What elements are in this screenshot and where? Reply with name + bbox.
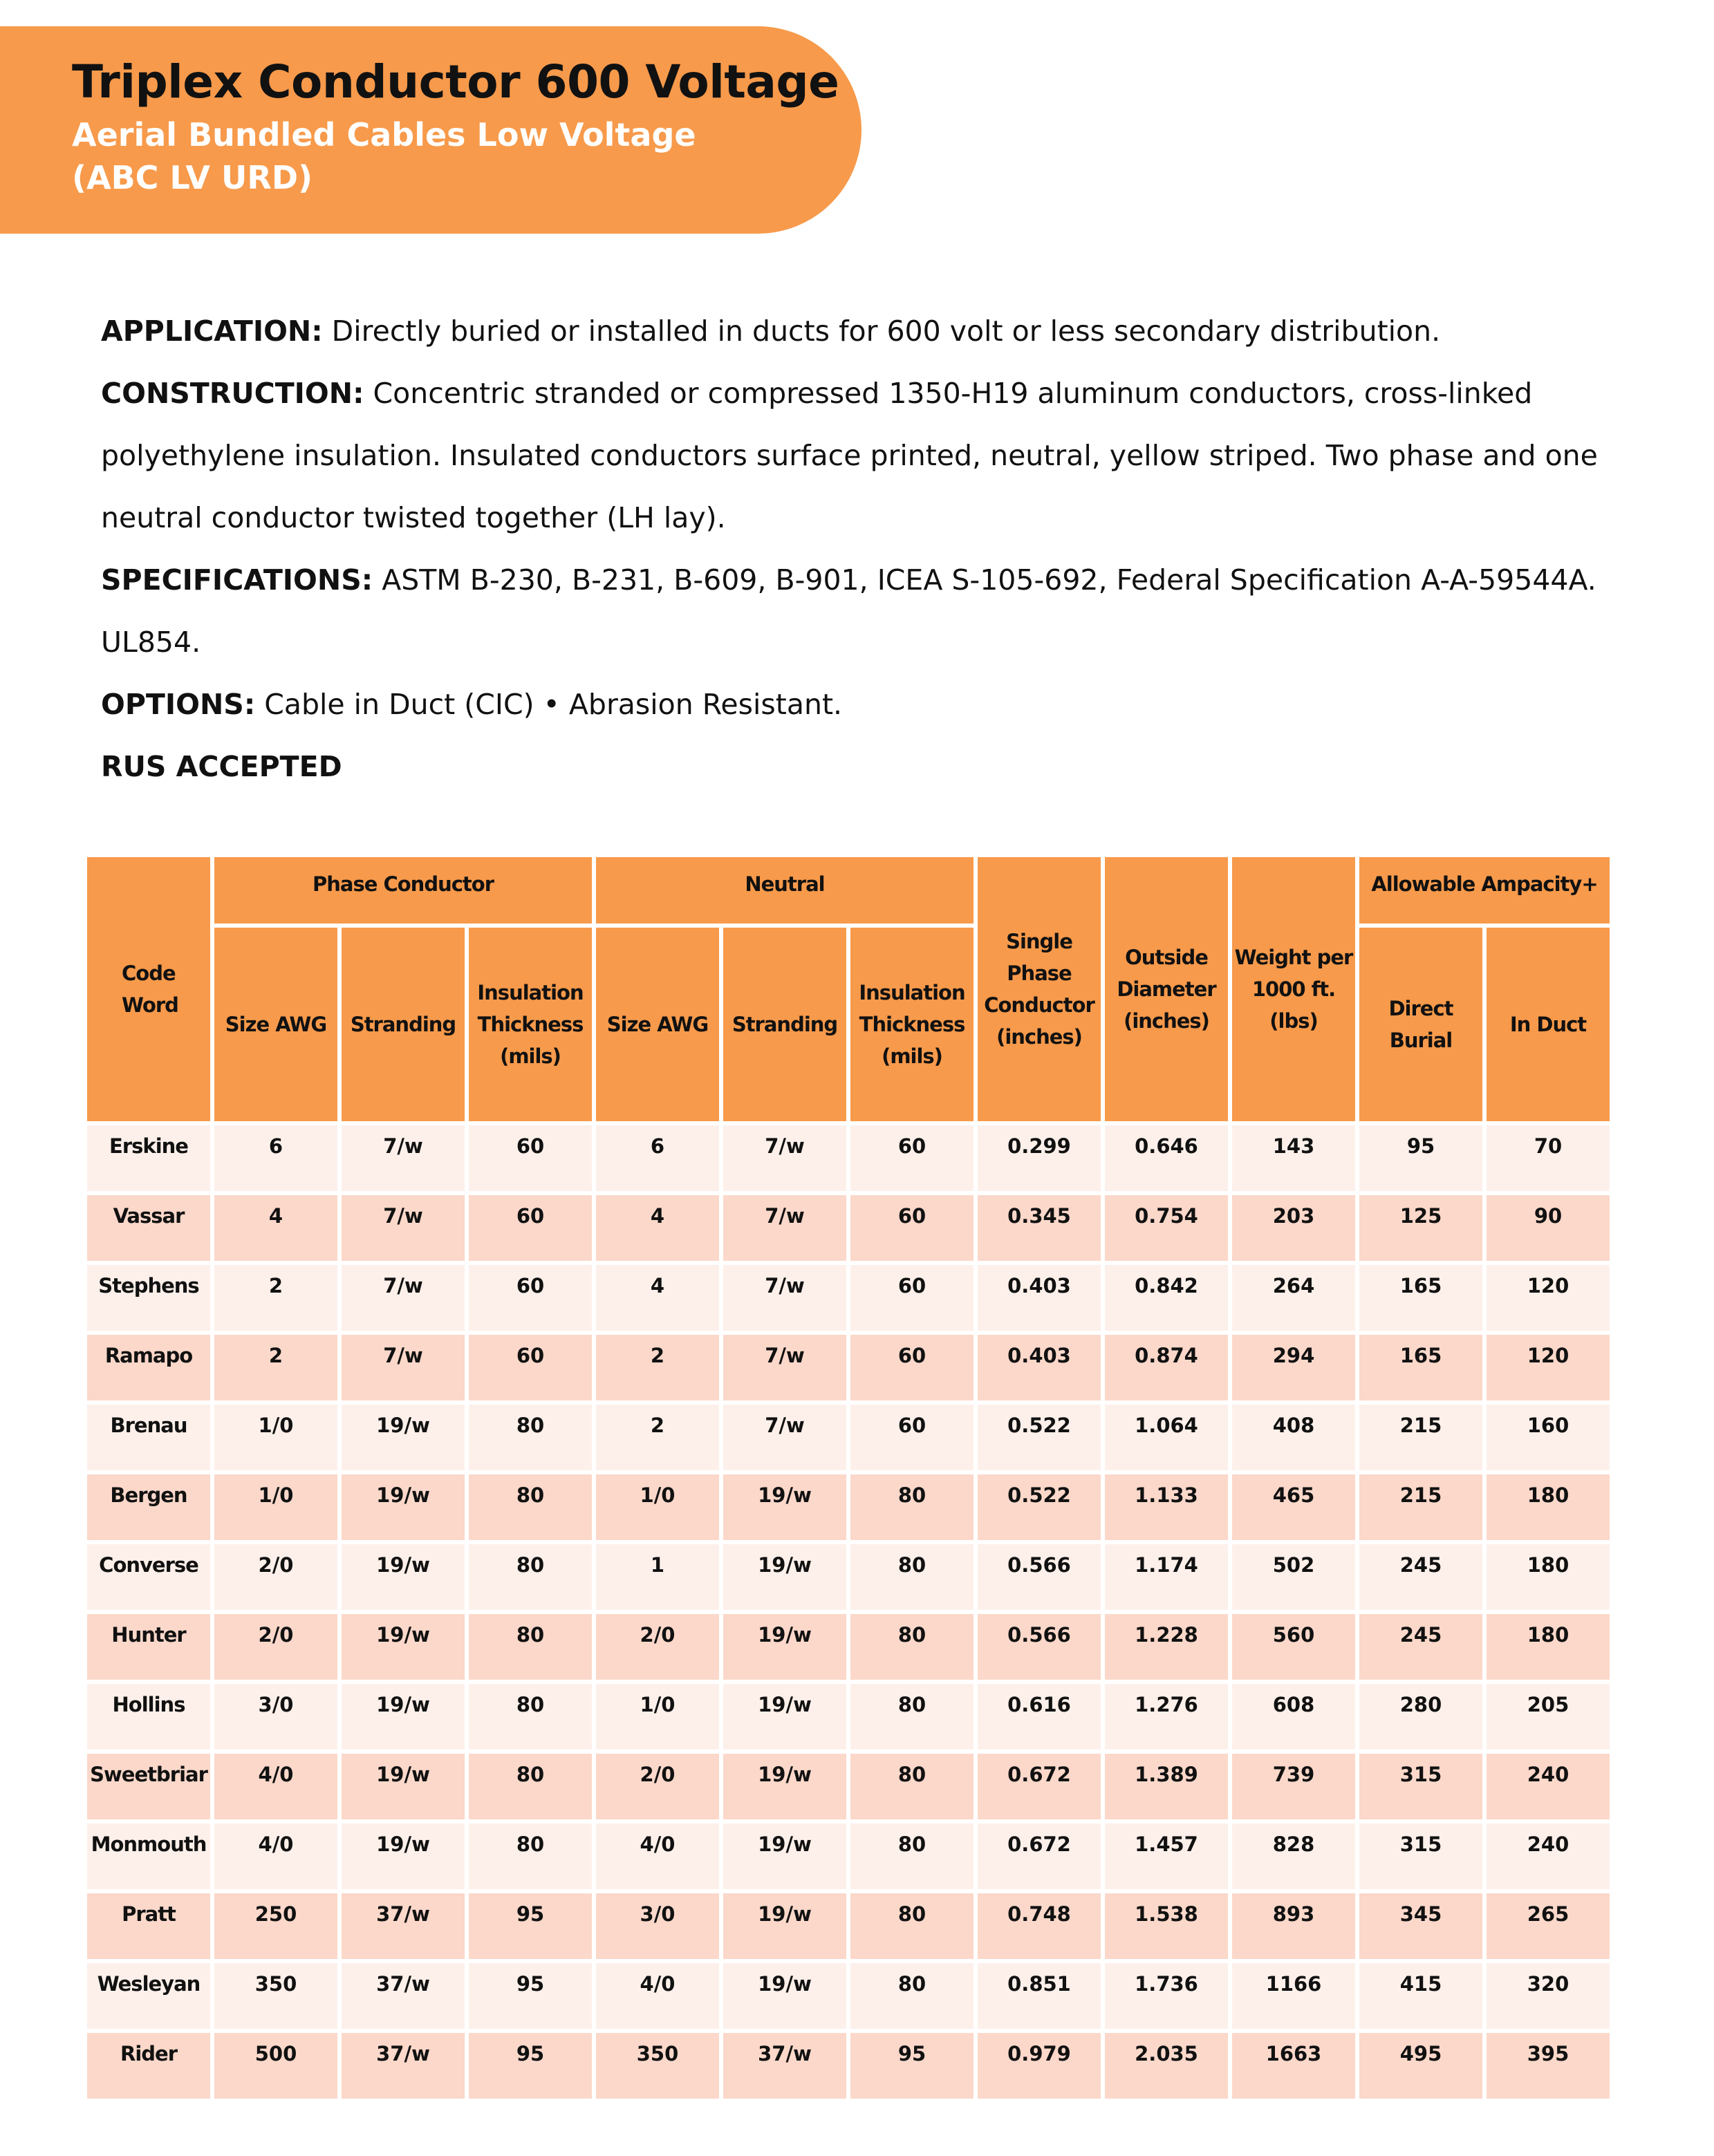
table-cell: 120 (1487, 1335, 1610, 1400)
table-cell: 7/w (342, 1335, 465, 1400)
table-cell: 60 (850, 1125, 974, 1191)
table-cell: 19/w (723, 1614, 846, 1680)
table-cell: 4/0 (214, 1754, 337, 1819)
table-cell: 7/w (342, 1195, 465, 1261)
table-cell: 80 (469, 1754, 592, 1819)
table-cell: 2/0 (596, 1754, 719, 1819)
page-subtitle-abbreviation: (ABC LV URD) (72, 159, 313, 196)
header-phase-insulation: Insulation Thickness (mils) (469, 928, 592, 1121)
table-cell: 1.133 (1105, 1474, 1228, 1540)
table-cell: 215 (1359, 1405, 1482, 1470)
table-cell: 37/w (723, 2033, 846, 2099)
code-word-cell: Stephens (87, 1265, 210, 1331)
table-cell: 1.064 (1105, 1405, 1228, 1470)
table-cell: 180 (1487, 1614, 1610, 1680)
table-cell: 80 (469, 1824, 592, 1889)
header-in-duct: In Duct (1487, 928, 1610, 1121)
spec-table (83, 853, 1614, 2103)
table-cell: 893 (1232, 1893, 1355, 1959)
table-row (87, 1544, 1610, 1610)
table-row (87, 1195, 1610, 1261)
table-cell: 80 (469, 1474, 592, 1540)
table-cell: 19/w (342, 1405, 465, 1470)
table-cell: 2.035 (1105, 2033, 1228, 2099)
code-word-cell: Monmouth (87, 1824, 210, 1889)
options-text: Cable in Duct (CIC) • Abrasion Resistant. (255, 688, 843, 721)
table-cell: 0.616 (978, 1684, 1101, 1750)
table-cell: 6 (596, 1125, 719, 1191)
table-cell: 1.457 (1105, 1824, 1228, 1889)
table-cell: 0.754 (1105, 1195, 1228, 1261)
header-neutral-stranding: Stranding (723, 928, 846, 1121)
table-cell: 19/w (723, 1893, 846, 1959)
table-cell: 60 (850, 1335, 974, 1400)
table-cell: 37/w (342, 1893, 465, 1959)
table-cell: 560 (1232, 1614, 1355, 1680)
header-neutral-insulation: Insulation Thickness (mils) (850, 928, 974, 1121)
table-cell: 0.299 (978, 1125, 1101, 1191)
table-cell: 245 (1359, 1544, 1482, 1610)
table-cell: 95 (1359, 1125, 1482, 1191)
table-cell: 1.389 (1105, 1754, 1228, 1819)
table-cell: 165 (1359, 1335, 1482, 1400)
table-cell: 80 (850, 1544, 974, 1610)
table-cell: 19/w (342, 1824, 465, 1889)
table-cell: 2 (214, 1265, 337, 1331)
table-row (87, 1754, 1610, 1819)
table-cell: 125 (1359, 1195, 1482, 1261)
table-cell: 1.276 (1105, 1684, 1228, 1750)
table-cell: 205 (1487, 1684, 1610, 1750)
code-word-cell: Hunter (87, 1614, 210, 1680)
table-cell: 1663 (1232, 2033, 1355, 2099)
table-cell: 739 (1232, 1754, 1355, 1819)
table-cell: 60 (850, 1265, 974, 1331)
table-cell: 165 (1359, 1265, 1482, 1331)
table-cell: 1/0 (214, 1405, 337, 1470)
table-cell: 0.522 (978, 1474, 1101, 1540)
table-cell: 95 (850, 2033, 974, 2099)
table-cell: 0.851 (978, 1963, 1101, 2029)
code-word-cell: Bergen (87, 1474, 210, 1540)
table-cell: 7/w (723, 1335, 846, 1400)
code-word-cell: Rider (87, 2033, 210, 2099)
table-cell: 0.748 (978, 1893, 1101, 1959)
table-row (87, 1335, 1610, 1400)
table-cell: 2 (214, 1335, 337, 1400)
table-cell: 415 (1359, 1963, 1482, 2029)
code-word-cell: Brenau (87, 1405, 210, 1470)
table-cell: 203 (1232, 1195, 1355, 1261)
table-cell: 3/0 (596, 1893, 719, 1959)
table-cell: 60 (850, 1195, 974, 1261)
header-neutral: Neutral (596, 857, 974, 924)
table-cell: 465 (1232, 1474, 1355, 1540)
table-cell: 240 (1487, 1754, 1610, 1819)
table-cell: 60 (469, 1125, 592, 1191)
page-subtitle: Aerial Bundled Cables Low Voltage (72, 116, 696, 153)
table-cell: 0.842 (1105, 1265, 1228, 1331)
table-cell: 1166 (1232, 1963, 1355, 2029)
table-cell: 1/0 (214, 1474, 337, 1540)
table-cell: 160 (1487, 1405, 1610, 1470)
table-row (87, 1893, 1610, 1959)
table-cell: 0.566 (978, 1544, 1101, 1610)
table-row (87, 1474, 1610, 1540)
table-cell: 6 (214, 1125, 337, 1191)
application-paragraph (101, 300, 1664, 362)
table-cell: 0.672 (978, 1824, 1101, 1889)
code-word-cell: Hollins (87, 1684, 210, 1750)
table-cell: 500 (214, 2033, 337, 2099)
table-cell: 4 (596, 1195, 719, 1261)
table-cell: 95 (469, 1963, 592, 2029)
table-cell: 95 (469, 2033, 592, 2099)
table-cell: 180 (1487, 1474, 1610, 1540)
code-word-cell: Pratt (87, 1893, 210, 1959)
code-word-cell: Erskine (87, 1125, 210, 1191)
table-cell: 1/0 (596, 1684, 719, 1750)
table-cell: 350 (214, 1963, 337, 2029)
header-phase-stranding: Stranding (342, 928, 465, 1121)
header-single-phase-conductor: Single Phase Conductor (inches) (978, 857, 1101, 1121)
table-cell: 1 (596, 1544, 719, 1610)
specifications-paragraph (101, 549, 1664, 673)
table-cell: 120 (1487, 1265, 1610, 1331)
table-cell: 70 (1487, 1125, 1610, 1191)
header-weight: Weight per 1000 ft. (lbs) (1232, 857, 1355, 1121)
table-cell: 320 (1487, 1963, 1610, 2029)
table-cell: 1/0 (596, 1474, 719, 1540)
table-cell: 60 (850, 1405, 974, 1470)
table-row (87, 1963, 1610, 2029)
table-cell: 19/w (723, 1684, 846, 1750)
table-cell: 0.979 (978, 2033, 1101, 2099)
table-cell: 95 (469, 1893, 592, 1959)
table-cell: 37/w (342, 2033, 465, 2099)
header-direct-burial: Direct Burial (1359, 928, 1482, 1121)
table-cell: 19/w (723, 1754, 846, 1819)
table-cell: 19/w (342, 1614, 465, 1680)
table-cell: 0.345 (978, 1195, 1101, 1261)
table-cell: 19/w (723, 1474, 846, 1540)
table-cell: 265 (1487, 1893, 1610, 1959)
table-cell: 4/0 (596, 1963, 719, 2029)
code-word-cell: Sweetbriar (87, 1754, 210, 1819)
table-cell: 80 (469, 1544, 592, 1610)
construction-label: CONSTRUCTION: (101, 377, 364, 410)
table-cell: 80 (850, 1754, 974, 1819)
table-cell: 7/w (723, 1405, 846, 1470)
code-word-cell: Converse (87, 1544, 210, 1610)
table-cell: 80 (850, 1474, 974, 1540)
table-cell: 7/w (723, 1195, 846, 1261)
table-cell: 345 (1359, 1893, 1482, 1959)
application-label: APPLICATION: (101, 315, 323, 348)
header-neutral-size-awg: Size AWG (596, 928, 719, 1121)
table-cell: 315 (1359, 1754, 1482, 1819)
table-cell: 80 (469, 1684, 592, 1750)
specifications-text: ASTM B-230, B-231, B-609, B-901, ICEA S-105-692, Federal Specification A-A-59544A. UL854. (101, 563, 1596, 659)
table-cell: 395 (1487, 2033, 1610, 2099)
code-word-cell: Ramapo (87, 1335, 210, 1400)
table-cell: 80 (469, 1405, 592, 1470)
table-cell: 215 (1359, 1474, 1482, 1540)
table-cell: 19/w (723, 1963, 846, 2029)
table-row (87, 2033, 1610, 2099)
table-cell: 143 (1232, 1125, 1355, 1191)
table-cell: 0.403 (978, 1335, 1101, 1400)
table-row (87, 1824, 1610, 1889)
table-cell: 90 (1487, 1195, 1610, 1261)
options-label: OPTIONS: (101, 688, 256, 721)
code-word-cell: Wesleyan (87, 1963, 210, 2029)
table-cell: 2/0 (214, 1614, 337, 1680)
table-cell: 1.228 (1105, 1614, 1228, 1680)
table-cell: 245 (1359, 1614, 1482, 1680)
table-cell: 0.646 (1105, 1125, 1228, 1191)
table-cell: 828 (1232, 1824, 1355, 1889)
table-cell: 0.522 (978, 1405, 1101, 1470)
table-cell: 80 (850, 1614, 974, 1680)
table-cell: 80 (469, 1614, 592, 1680)
table-cell: 19/w (723, 1544, 846, 1610)
table-cell: 19/w (342, 1754, 465, 1819)
table-cell: 240 (1487, 1824, 1610, 1889)
table-cell: 2 (596, 1405, 719, 1470)
table-cell: 19/w (723, 1824, 846, 1889)
table-cell: 80 (850, 1893, 974, 1959)
construction-paragraph (101, 362, 1664, 549)
table-cell: 4/0 (596, 1824, 719, 1889)
table-cell: 19/w (342, 1684, 465, 1750)
table-cell: 0.672 (978, 1754, 1101, 1819)
table-row (87, 1265, 1610, 1331)
table-row (87, 1614, 1610, 1680)
options-paragraph (101, 673, 1664, 735)
table-cell: 2/0 (214, 1544, 337, 1610)
table-cell: 0.566 (978, 1614, 1101, 1680)
table-cell: 4 (596, 1265, 719, 1331)
table-body (87, 1125, 1610, 2099)
table-cell: 1.736 (1105, 1963, 1228, 2029)
header-phase-size-awg: Size AWG (214, 928, 337, 1121)
table-cell: 280 (1359, 1684, 1482, 1750)
table-row (87, 1684, 1610, 1750)
header-phase-conductor: Phase Conductor (214, 857, 592, 924)
table-cell: 37/w (342, 1963, 465, 2029)
table-cell: 4 (214, 1195, 337, 1261)
code-word-cell: Vassar (87, 1195, 210, 1261)
table-cell: 3/0 (214, 1684, 337, 1750)
header-outside-diameter: Outside Diameter (inches) (1105, 857, 1228, 1121)
table-cell: 60 (469, 1195, 592, 1261)
construction-text: Concentric stranded or compressed 1350-H19 aluminum conductors, cross-linked polyethylene insulation. Insulated conductors surface printed, neutral, yellow striped. Two phase and one neutral conductor twisted together (LH lay). (101, 377, 1598, 534)
table-cell: 608 (1232, 1684, 1355, 1750)
table-cell: 250 (214, 1893, 337, 1959)
table-cell: 19/w (342, 1544, 465, 1610)
table-cell: 80 (850, 1963, 974, 2029)
table-cell: 7/w (342, 1265, 465, 1331)
specifications-label: SPECIFICATIONS: (101, 563, 373, 597)
table-cell: 60 (469, 1335, 592, 1400)
table-cell: 80 (850, 1824, 974, 1889)
table-cell: 60 (469, 1265, 592, 1331)
rus-accepted-note: RUS ACCEPTED (101, 750, 342, 783)
header-code-word: Code Word (87, 857, 210, 1121)
table-cell: 180 (1487, 1544, 1610, 1610)
table-cell: 1.538 (1105, 1893, 1228, 1959)
table-cell: 7/w (342, 1125, 465, 1191)
table-cell: 80 (850, 1684, 974, 1750)
table-cell: 4/0 (214, 1824, 337, 1889)
table-cell: 408 (1232, 1405, 1355, 1470)
table-cell: 350 (596, 2033, 719, 2099)
table-cell: 0.403 (978, 1265, 1101, 1331)
header-allowable-ampacity: Allowable Ampacity+ (1359, 857, 1610, 924)
table-cell: 7/w (723, 1265, 846, 1331)
table-cell: 315 (1359, 1824, 1482, 1889)
table-cell: 7/w (723, 1125, 846, 1191)
table-row (87, 1405, 1610, 1470)
table-cell: 2 (596, 1335, 719, 1400)
table-cell: 1.174 (1105, 1544, 1228, 1610)
description-section (101, 300, 1664, 798)
page-title: Triplex Conductor 600 Voltage (72, 55, 839, 109)
table-cell: 294 (1232, 1335, 1355, 1400)
table-cell: 495 (1359, 2033, 1482, 2099)
application-text: Directly buried or installed in ducts for 600 volt or less secondary distribution. (322, 315, 1441, 348)
table-cell: 264 (1232, 1265, 1355, 1331)
table-cell: 0.874 (1105, 1335, 1228, 1400)
table-cell: 2/0 (596, 1614, 719, 1680)
table-cell: 19/w (342, 1474, 465, 1540)
table-row (87, 1125, 1610, 1191)
table-cell: 502 (1232, 1544, 1355, 1610)
